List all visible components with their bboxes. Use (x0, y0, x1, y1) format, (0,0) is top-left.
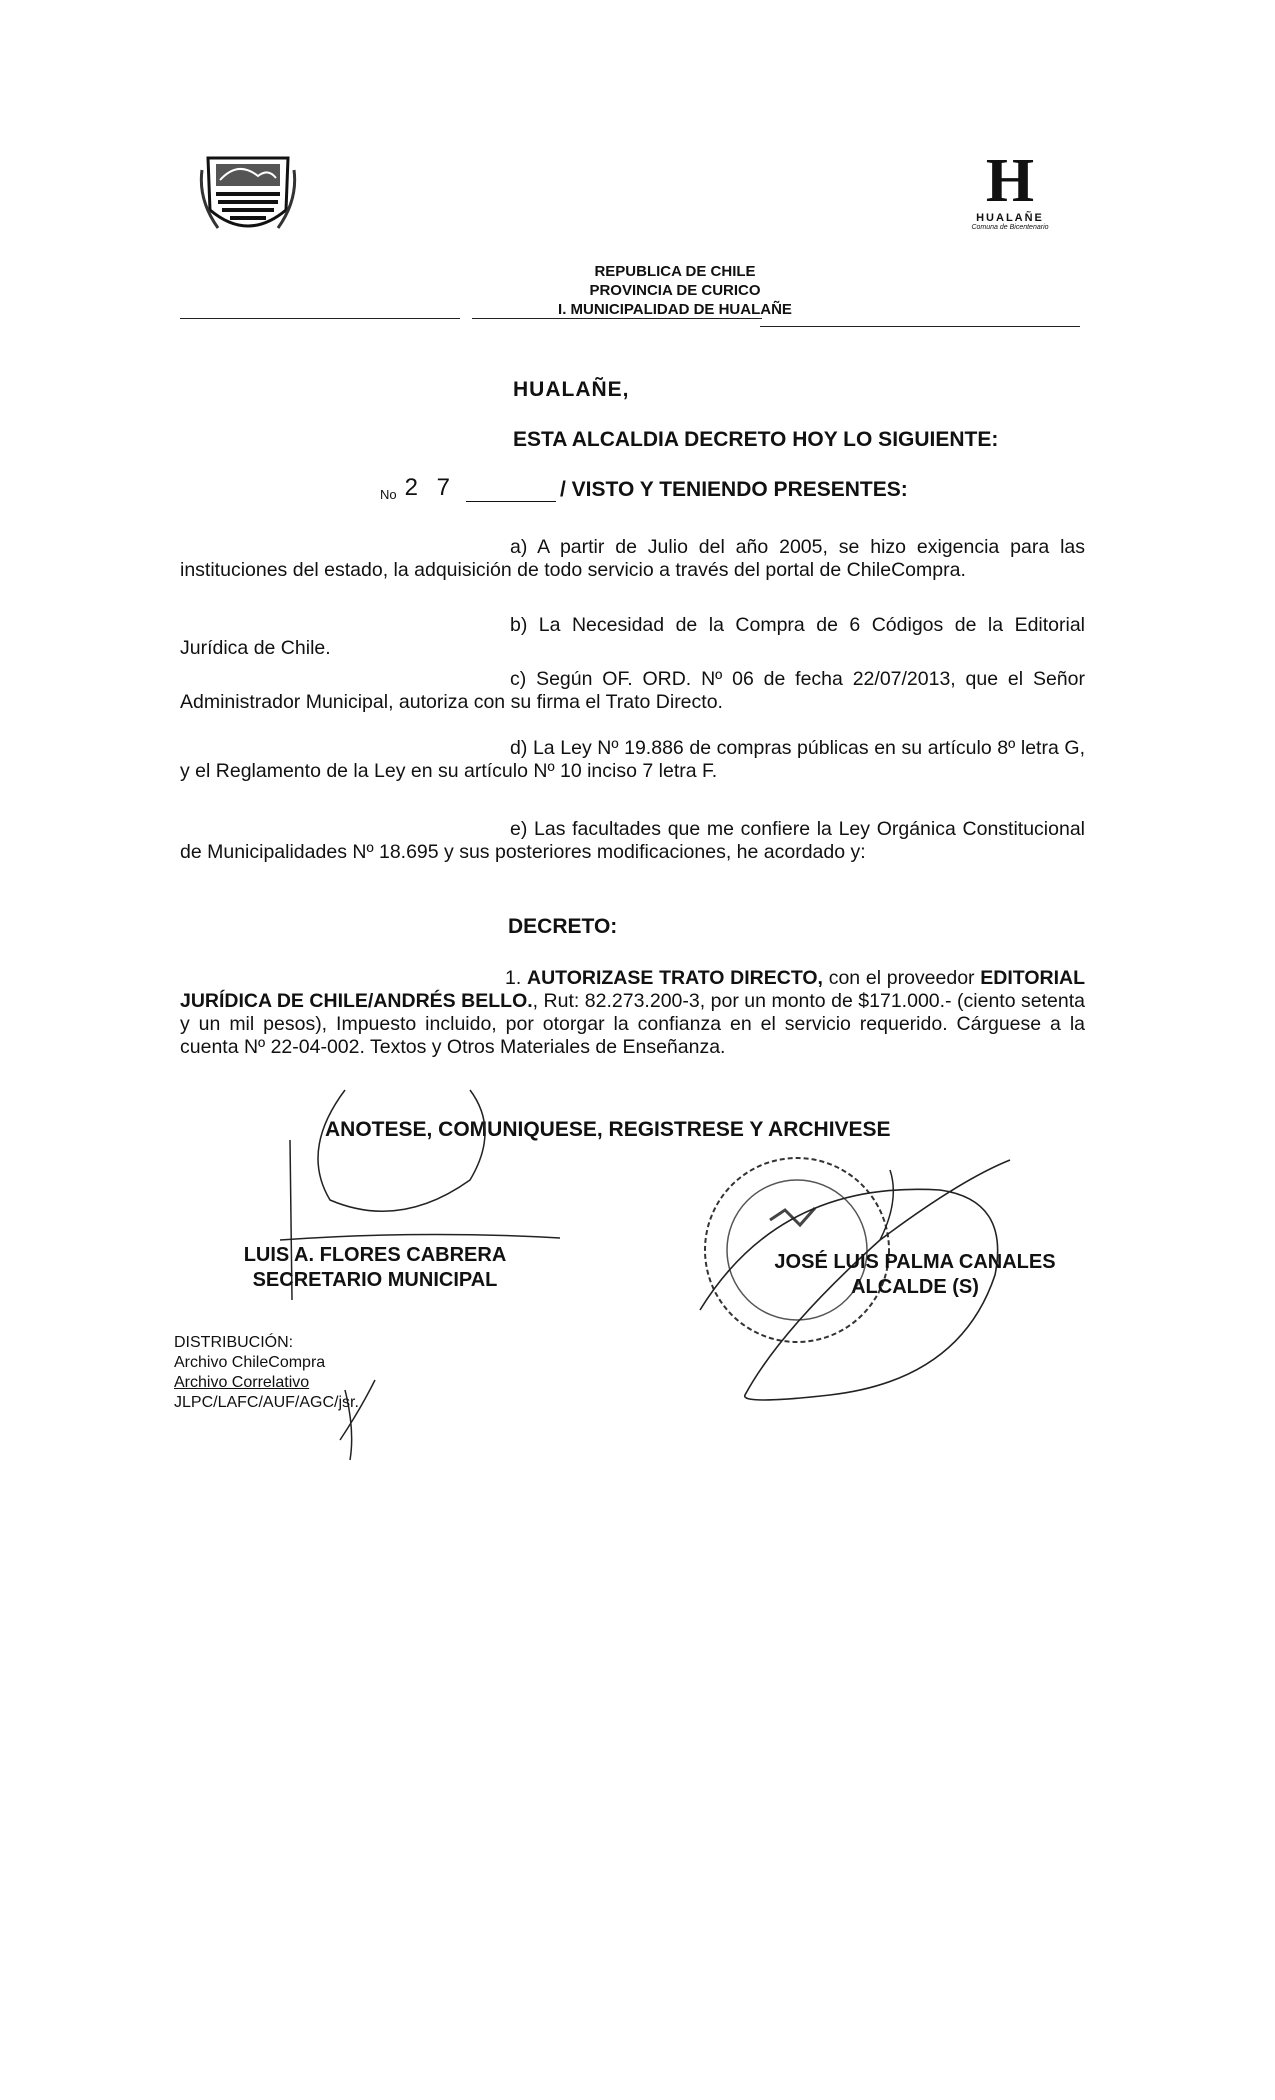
closing-formula: ANOTESE, COMUNIQUESE, REGISTRESE Y ARCHIVESE (325, 1118, 891, 1141)
order-text-2: , Rut: 82.273.200-3, por un monto de $171.000.- (ciento setenta y un mil pesos), Impuesto incluido, por otorgar la confianza en el servicio requerido. Cárguese a la cuenta Nº 22-04-002. Textos y Otros Materiales de Enseñanza. (180, 990, 1085, 1058)
mayor-name: JOSÉ LUIS PALMA CANALES (774, 1251, 1056, 1273)
secretary-title: SECRETARIO MUNICIPAL (252, 1269, 498, 1291)
distribution-item: Archivo ChileCompra (174, 1354, 326, 1371)
mayor-title: ALCALDE (S) (851, 1276, 979, 1298)
header-rule-middle (472, 318, 762, 319)
header-line-municipality: I. MUNICIPALIDAD DE HUALAÑE (558, 301, 792, 318)
header-rule-right (760, 326, 1080, 327)
visto-line (380, 474, 908, 502)
logo-name: HUALAÑE (976, 212, 1044, 224)
considerando-e (180, 818, 1085, 864)
considerando-lead: b) La Necesidad de la Compra de 6 Códigos de la (510, 614, 1004, 636)
visto-label: / VISTO Y TENIENDO PRESENTES: (560, 478, 908, 501)
header-line-republic: REPUBLICA DE CHILE (594, 263, 756, 280)
considerando-text: 8º letra G, y el Reglamento de la Ley en su artículo Nº 10 inciso 7 letra F. (180, 737, 1086, 782)
signature-mayor (735, 1250, 1095, 1300)
logo-letter: H (985, 147, 1035, 215)
considerando-text: Constitucional de Municipalidades Nº 18.695 y sus posteriores modificaciones, he acordado y: (180, 818, 1085, 863)
decree-number-prefix: No (380, 487, 397, 502)
considerando-lead: a) A partir de Julio del año 2005, se hizo exigencia para (510, 536, 1050, 558)
considerando-text: las instituciones del estado, la adquisición de todo servicio a través del portal de ChileCompra. (180, 536, 1085, 581)
order-lead: AUTORIZASE TRATO DIRECTO, (526, 967, 823, 989)
decree-number: 2 7 (404, 474, 456, 501)
considerando-b (180, 614, 1085, 660)
order-number: 1. (505, 967, 522, 989)
header-rule-left (180, 318, 460, 319)
distribution-heading: DISTRIBUCIÓN: (174, 1334, 294, 1351)
considerando-text: Señor Administrador Municipal, autoriza con su firma el Trato Directo. (180, 668, 1085, 713)
decreto-heading: DECRETO: (508, 915, 618, 938)
distribution-item: JLPC/LAFC/AUF/AGC/jsr. (174, 1394, 359, 1411)
considerando-d (180, 737, 1085, 783)
document-header (0, 262, 1275, 319)
order-provider: EDITORIAL JURÍDICA DE CHILE/ANDRÉS BELLO. (180, 967, 1085, 1012)
secretary-name: LUIS A. FLORES CABRERA (243, 1244, 507, 1266)
municipal-coat-of-arms-icon (198, 150, 298, 242)
order-text-1: con el proveedor (822, 967, 975, 989)
signature-secretary (200, 1243, 550, 1293)
distribution-list (174, 1333, 359, 1413)
number-blank-line (466, 483, 556, 502)
considerando-lead: d) La Ley Nº 19.886 de compras públicas en su artículo (510, 737, 992, 759)
place-name: HUALAÑE, (513, 378, 630, 401)
considerando-lead: c) Según OF. ORD. Nº 06 de fecha 22/07/2013, que el (510, 668, 1024, 690)
decree-order (180, 967, 1085, 1059)
logo-tagline: Comuna de Bicentenario (971, 224, 1049, 231)
considerando-a (180, 536, 1085, 582)
hualane-logo (960, 147, 1060, 242)
header-line-province: PROVINCIA DE CURICO (589, 282, 761, 299)
considerando-text: Editorial Jurídica de Chile. (180, 614, 1086, 659)
considerando-lead: e) Las facultades que me confiere la Ley Orgánica (510, 818, 956, 840)
considerando-c (180, 668, 1085, 714)
distribution-item: Archivo Correlativo (174, 1374, 310, 1391)
decree-intro: ESTA ALCALDIA DECRETO HOY LO SIGUIENTE: (513, 428, 999, 451)
